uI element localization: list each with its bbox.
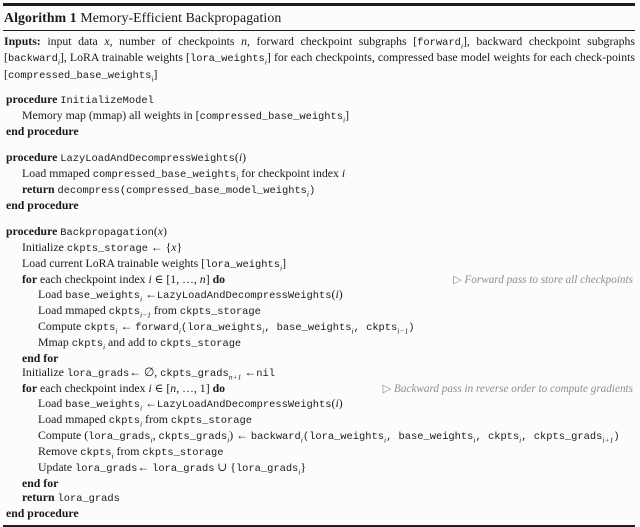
text-segment-code: base_weights (65, 290, 141, 303)
text-segment-code: ) (309, 185, 316, 198)
text-segment-txt: Remove (38, 444, 81, 459)
text-segment-code: ckpts_storage (179, 306, 261, 319)
text-segment-txt: ) (163, 224, 167, 239)
text-segment-txt: input data (47, 33, 105, 48)
algo-line-content (6, 92, 154, 108)
text-segment-txt: ← (142, 396, 157, 411)
text-segment-kw: procedure (6, 150, 61, 165)
algo-line (3, 182, 635, 198)
algo-line (3, 198, 635, 212)
algo-line-content (22, 365, 275, 381)
text-segment-code: ckpts_storage (160, 338, 242, 351)
algo-line (3, 124, 635, 138)
algo-line (3, 460, 635, 476)
algo-line-content (22, 272, 225, 286)
text-segment-txt: Mmap (38, 335, 72, 350)
text-segment-code: forward (135, 322, 179, 335)
text-segment-txt: Load (38, 287, 66, 302)
text-segment-code: decompress(compressed_base_model_weights (57, 185, 307, 198)
text-segment-txt: Load current LoRA trainable weights [ (22, 256, 206, 271)
text-segment-txt: ← ∅, (129, 365, 161, 380)
text-segment-code: ckpts (108, 306, 140, 319)
algo-line (3, 319, 635, 335)
text-segment-txt: ← { (147, 240, 172, 255)
text-segment-sub: i (460, 41, 463, 51)
text-segment-kw: do (212, 381, 226, 396)
text-segment-txt: ( (153, 224, 158, 239)
text-segment-code: lora_weights (189, 53, 265, 66)
algo-line (3, 166, 635, 182)
algo-line (3, 412, 635, 428)
text-segment-txt: ] (205, 272, 213, 287)
text-segment-txt: Initialize (22, 240, 67, 255)
text-segment-code: compressed_base_weights (7, 69, 152, 82)
algo-line-content (38, 460, 306, 476)
text-segment-code: , base_weights (386, 431, 474, 444)
algo-line (3, 351, 635, 365)
algo-line-content (22, 108, 349, 124)
text-segment-txt: Compute ( (38, 428, 89, 443)
algo-line (3, 444, 635, 460)
algo-line (3, 303, 635, 319)
algo-line (3, 396, 635, 412)
text-segment-code: , ckpts (475, 431, 520, 444)
text-segment-txt: ], LoRA trainable weights [ (59, 50, 190, 65)
text-segment-var: x (171, 240, 177, 255)
algo-line (3, 92, 635, 108)
text-segment-code: lora_grads (66, 368, 130, 381)
algo-line-content (22, 166, 345, 182)
text-segment-kw: end for (22, 351, 59, 366)
text-segment-code: LazyLoadAndDecompressWeights (60, 153, 235, 166)
text-segment-txt: , …, 1] (176, 381, 213, 396)
text-segment-sub: i (519, 435, 522, 445)
text-segment-var: i (238, 150, 243, 165)
algo-line-content (22, 351, 58, 365)
algo-line (3, 476, 635, 490)
text-segment-code: forward (417, 36, 461, 49)
text-segment-sub: i (264, 57, 267, 67)
text-segment-sub: i (115, 326, 118, 336)
text-segment-sub: i (351, 326, 354, 336)
text-segment-txt: ) (338, 396, 343, 411)
text-segment-txt: Initialize (22, 365, 67, 380)
algo-line (3, 287, 635, 303)
algo-line-content (38, 444, 223, 460)
text-segment-txt: ) (338, 287, 343, 302)
text-segment-sub: i (102, 342, 106, 352)
text-segment-txt: ( (331, 287, 336, 302)
text-segment-txt: from (150, 303, 180, 318)
text-segment-sub: i+1 (602, 435, 614, 445)
text-segment-sub: i (178, 326, 181, 336)
text-segment-txt: Load (38, 396, 66, 411)
text-segment-sub: i (383, 435, 387, 445)
text-segment-code: Backpropagation (60, 227, 154, 240)
algo-line (3, 365, 635, 381)
text-segment-var: x (104, 33, 110, 48)
text-segment-var: i (148, 381, 152, 396)
text-segment-code: , ckpts_grads (521, 431, 603, 444)
text-segment-kw: end procedure (6, 198, 79, 213)
algo-line-content (38, 428, 620, 444)
text-segment-sub: i (298, 467, 301, 477)
text-segment-kw: for (22, 272, 38, 287)
text-segment-code: lora_grads (88, 431, 151, 444)
text-segment-code: (lora_weights (181, 322, 263, 335)
text-segment-txt: ← (137, 460, 153, 475)
algo-line (3, 240, 635, 256)
text-segment-code: , ckpts (353, 322, 398, 335)
algo-line-content (6, 150, 246, 166)
text-segment-sub: n+1 (228, 372, 242, 382)
text-segment-kw: end for (22, 476, 59, 491)
text-segment-txt: ← (241, 365, 257, 380)
text-segment-txt: from (142, 412, 171, 427)
text-segment-sub: i (236, 173, 239, 183)
text-segment-code: ckpts (84, 322, 116, 335)
text-segment-sub: i (140, 403, 143, 413)
text-segment-var: n (241, 33, 248, 48)
text-segment-sub: i (306, 189, 310, 199)
text-segment-var: n (199, 272, 206, 287)
text-segment-var: n (170, 381, 177, 396)
text-segment-code: base_weights (65, 399, 141, 412)
text-segment-txt: ) ← (229, 428, 251, 443)
text-segment-txt: Load mmaped (38, 412, 109, 427)
text-segment-code: ) (613, 431, 620, 444)
algo-line (3, 224, 635, 240)
algorithm-label: Algorithm 1 (4, 9, 77, 25)
algorithm-body (3, 92, 635, 520)
text-segment-txt: ], backward checkpoint subgraphs [ (4, 33, 635, 65)
text-segment-kw: return (22, 182, 58, 197)
algo-line-content (6, 198, 79, 212)
text-segment-sub: i (300, 435, 303, 445)
algo-line-content (38, 319, 415, 335)
text-segment-var: i (335, 396, 339, 411)
algo-line-content (6, 506, 79, 520)
text-segment-code: LazyLoadAndDecompressWeights (156, 290, 332, 303)
text-segment-txt: Compute (38, 319, 85, 334)
text-segment-kw: for (22, 381, 38, 396)
header-rule (3, 30, 635, 31)
text-segment-txt: ( (331, 396, 336, 411)
text-segment-code: (lora_weights (302, 431, 384, 444)
algo-line (3, 335, 635, 351)
text-segment-sub: i (343, 115, 346, 125)
text-segment-kw: return (22, 490, 58, 505)
text-segment-txt: for checkpoint index (238, 166, 342, 181)
text-segment-txt: ] for each checkpoints, compressed base model weights for each check-points [ (4, 50, 635, 81)
text-segment-var: x (157, 224, 164, 239)
text-segment-kw: end procedure (6, 506, 79, 521)
text-segment-code: ckpts_grads (160, 368, 229, 381)
algo-line-content (22, 490, 120, 506)
text-segment-code: ckpts (80, 447, 112, 460)
algo-line-content (22, 240, 182, 256)
text-segment-sub: i (279, 263, 283, 273)
text-segment-var: i (335, 287, 339, 302)
algo-line-content (38, 396, 343, 412)
text-segment-code: ckpts (108, 415, 140, 428)
algo-line (3, 272, 635, 287)
algo-comment: ▷ Backward pass in reverse order to compute gradients (382, 383, 633, 396)
text-segment-var: i (341, 166, 346, 181)
algo-line-content (38, 412, 252, 428)
text-segment-code: LazyLoadAndDecompressWeights (156, 399, 332, 412)
text-segment-txt: ∪ { (214, 460, 236, 475)
text-segment-txt: ] (282, 256, 287, 271)
algo-line-content (22, 256, 286, 272)
text-segment-txt: Update (38, 460, 76, 475)
text-segment-txt: Load mmaped (38, 303, 109, 318)
algo-line (3, 150, 635, 166)
text-segment-sub: i (140, 294, 143, 304)
algo-line (3, 428, 635, 444)
text-segment-code: ckpts_storage (142, 447, 224, 460)
text-segment-code: backward (7, 53, 58, 66)
text-segment-txt: } (300, 460, 307, 475)
text-segment-txt: , forward checkpoint subgraphs [ (247, 33, 418, 48)
text-segment-txt: ∈ [1, …, (151, 272, 200, 287)
algorithm-inputs (3, 34, 635, 84)
text-segment-sub: i (139, 419, 143, 429)
algo-line-content (22, 476, 58, 490)
text-segment-code: ckpts_storage (170, 415, 252, 428)
algo-line (3, 256, 635, 272)
algorithm-title: Memory-Efficient Backpropagation (80, 9, 282, 25)
text-segment-txt: each checkpoint index (37, 272, 149, 287)
text-segment-code: , base_weights (264, 322, 352, 335)
text-segment-kw: end procedure (6, 124, 79, 139)
algo-line (3, 381, 635, 396)
text-segment-code: lora_grads (152, 463, 215, 476)
text-segment-code: lora_grads (235, 463, 299, 476)
algo-line (3, 506, 635, 520)
text-segment-kw: procedure (6, 92, 61, 107)
algo-line-content (22, 182, 315, 198)
text-segment-var: i (148, 272, 152, 287)
text-segment-sub: i−1 (139, 310, 151, 320)
text-segment-txt: ← (117, 319, 136, 334)
text-segment-sub: i (150, 435, 153, 445)
text-segment-code: compressed_base_weights (199, 111, 343, 124)
text-segment-code: ckpts_storage (66, 243, 148, 256)
algo-line-content (38, 303, 261, 319)
algo-line-content (38, 335, 241, 351)
text-segment-code: lora_grads (57, 493, 120, 506)
text-segment-code: lora_grads (75, 463, 138, 476)
text-segment-txt: ] (345, 108, 350, 123)
text-segment-txt: ∈ [ (151, 381, 171, 396)
text-segment-txt: each checkpoint index (37, 381, 149, 396)
algo-line-content (6, 224, 167, 240)
algorithm-header (3, 6, 635, 30)
algo-line-content (22, 381, 225, 395)
text-segment-txt: ] (153, 66, 158, 81)
algo-line (3, 490, 635, 506)
text-segment-sub: i (151, 74, 154, 84)
text-segment-kw: do (212, 272, 226, 287)
text-segment-code: ) (408, 322, 415, 335)
text-segment-txt: Load mmaped (22, 166, 93, 181)
text-segment-txt: Memory map (mmap) all weights in [ (22, 108, 200, 123)
text-segment-sub: i (111, 451, 114, 461)
text-segment-code: ckpts_grads (158, 431, 228, 444)
algo-comment: ▷ Forward pass to store all checkpoints (453, 274, 633, 287)
text-segment-txt: ) (242, 150, 247, 165)
text-segment-txt: , (152, 428, 159, 443)
text-segment-sub: i (262, 326, 265, 336)
text-segment-txt: from (113, 444, 143, 459)
text-segment-txt: and add to (105, 335, 161, 350)
text-segment-kw: Inputs: (4, 33, 48, 48)
text-segment-txt: ( (234, 150, 239, 165)
text-segment-sub: i (57, 57, 60, 67)
text-segment-code: compressed_base_weights (92, 169, 237, 182)
text-segment-txt: , number of checkpoints (109, 33, 242, 48)
text-segment-code: ckpts (71, 338, 103, 351)
text-segment-kw: procedure (6, 224, 61, 239)
text-segment-txt: ← (142, 287, 157, 302)
algo-line-content (6, 124, 79, 138)
text-segment-code: nil (256, 368, 275, 381)
text-segment-sub: i (473, 435, 476, 445)
text-segment-code: lora_weights (205, 259, 280, 272)
text-segment-sub: i−1 (397, 326, 409, 336)
algo-line-content (38, 287, 343, 303)
text-segment-code: InitializeModel (60, 95, 154, 108)
text-segment-code: backward (250, 431, 301, 444)
text-segment-txt: } (176, 240, 183, 255)
text-segment-sub: i (227, 435, 230, 445)
algo-line (3, 108, 635, 124)
